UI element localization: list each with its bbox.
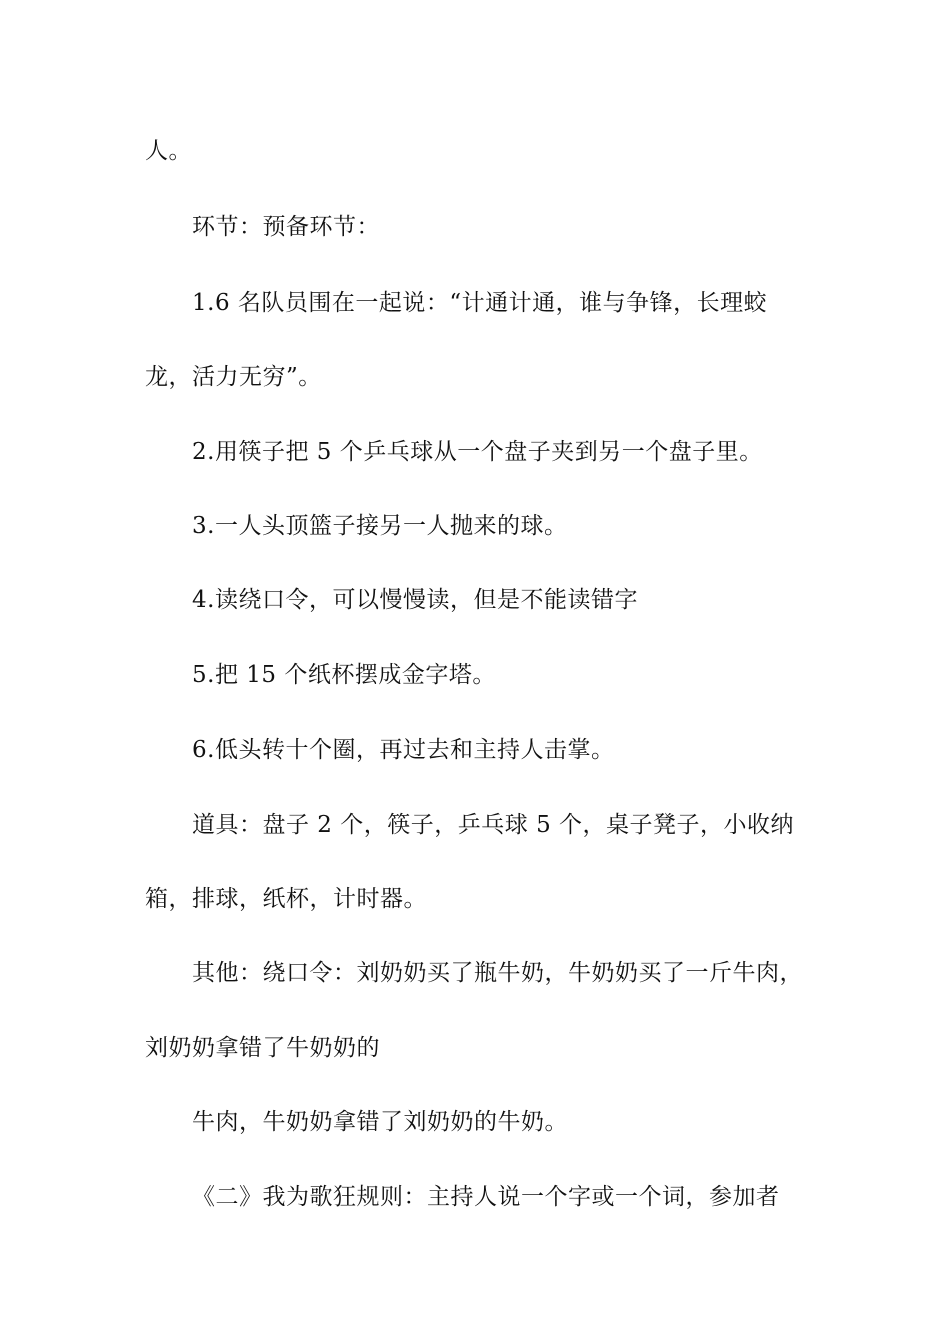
text-line-item-2: 2.用筷子把 5 个乒乓球从一个盘子夹到另一个盘子里。: [192, 439, 763, 465]
text-line-other-cont-2: 牛肉，牛奶奶拿错了刘奶奶的牛奶。: [192, 1109, 568, 1135]
text-line-section-heading: 环节：预备环节：: [192, 214, 380, 240]
text-line-section-2: 《二》我为歌狂规则：主持人说一个字或一个词，参加者: [192, 1184, 780, 1210]
text-line-item-6: 6.低头转十个圈，再过去和主持人击掌。: [192, 737, 615, 763]
text-line-item-4: 4.读绕口令，可以慢慢读，但是不能读错字: [192, 587, 638, 613]
text-line-other-cont: 刘奶奶拿错了牛奶奶的: [145, 1035, 380, 1061]
text-line-item-1-cont: 龙，活力无穷”。: [145, 364, 322, 390]
text-line-item-3: 3.一人头顶篮子接另一人抛来的球。: [192, 513, 568, 539]
text-line-continuation: 人。: [145, 138, 192, 164]
text-line-props: 道具：盘子 2 个，筷子，乒乓球 5 个，桌子凳子，小收纳: [192, 812, 795, 838]
text-line-props-cont: 箱，排球，纸杯，计时器。: [145, 886, 427, 912]
text-line-other: 其他：绕口令：刘奶奶买了瓶牛奶，牛奶奶买了一斤牛肉，: [192, 960, 803, 986]
text-line-item-5: 5.把 15 个纸杯摆成金字塔。: [192, 662, 496, 688]
text-line-item-1: 1.6 名队员围在一起说：“计通计通，谁与争锋，长理蛟: [192, 290, 768, 316]
